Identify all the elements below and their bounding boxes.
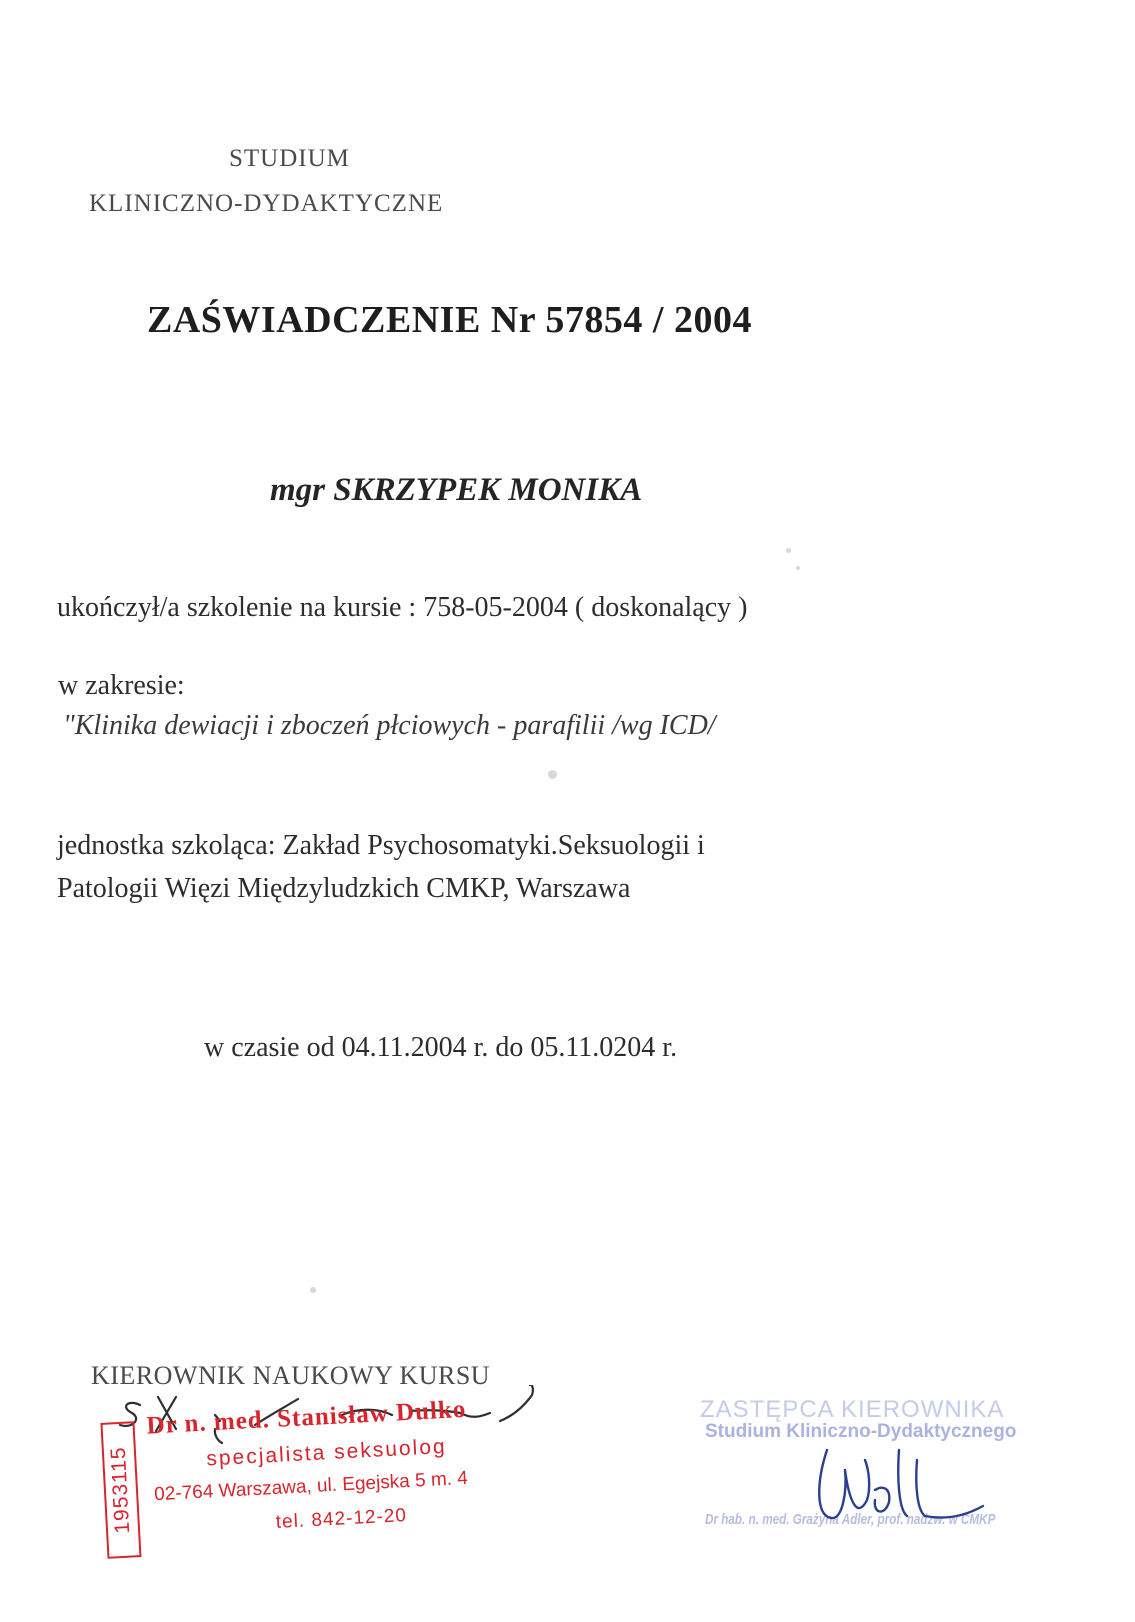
scan-speck [796,566,800,570]
course-line: ukończył/a szkolenie na kursie : 758-05-2004 ( doskonalący ) [57,592,748,623]
scan-speck [786,548,791,553]
stamp-phone: tel. 842-12-20 [275,1505,408,1533]
scan-speck [310,1287,316,1293]
scope-text: "Klinika dewiacji i zboczeń płciowych - parafilii /wg ICD/ [63,710,716,741]
deputy-signature [805,1430,1005,1550]
stamp-address: 02-764 Warszawa, ul. Egejska 5 m. 4 [153,1467,469,1506]
stamp-doctor-name: Dr n. med. Stanisław Dulko [145,1395,467,1440]
recipient-name: mgr SKRZYPEK MONIKA [270,472,643,508]
certificate-title: ZAŚWIADCZENIE Nr 57854 / 2004 [147,299,752,341]
institution-line-1: STUDIUM [229,145,350,172]
deputy-subtitle: Studium Kliniczno-Dydaktycznego [705,1421,1017,1442]
stamp-specialty: specjalista seksuolog [205,1434,448,1471]
course-period: w czasie od 04.11.2004 r. do 05.11.0204 r. [204,1032,678,1063]
deputy-name: Dr hab. n. med. Grażyna Adler, prof. nadzw. w CMKP [705,1511,996,1528]
scan-speck [548,770,557,779]
training-unit-line-1: jednostka szkoląca: Zakład Psychosomatyki.Seksuologii i [57,830,705,861]
doctor-stamp [100,1391,567,1565]
training-unit-line-2: Patologii Więzi Międzyludzkich CMKP, Warszawa [57,873,631,904]
institution-line-2: KLINICZNO-DYDAKTYCZNE [89,190,444,217]
scientific-head-label: KIEROWNIK NAUKOWY KURSU [91,1361,491,1390]
deputy-title: ZASTĘPCA KIEROWNIKA [700,1396,1005,1423]
stamp-number: 1953115 [106,1445,135,1535]
stamp-number-box [100,1421,141,1559]
scope-label: w zakresie: [58,670,185,701]
